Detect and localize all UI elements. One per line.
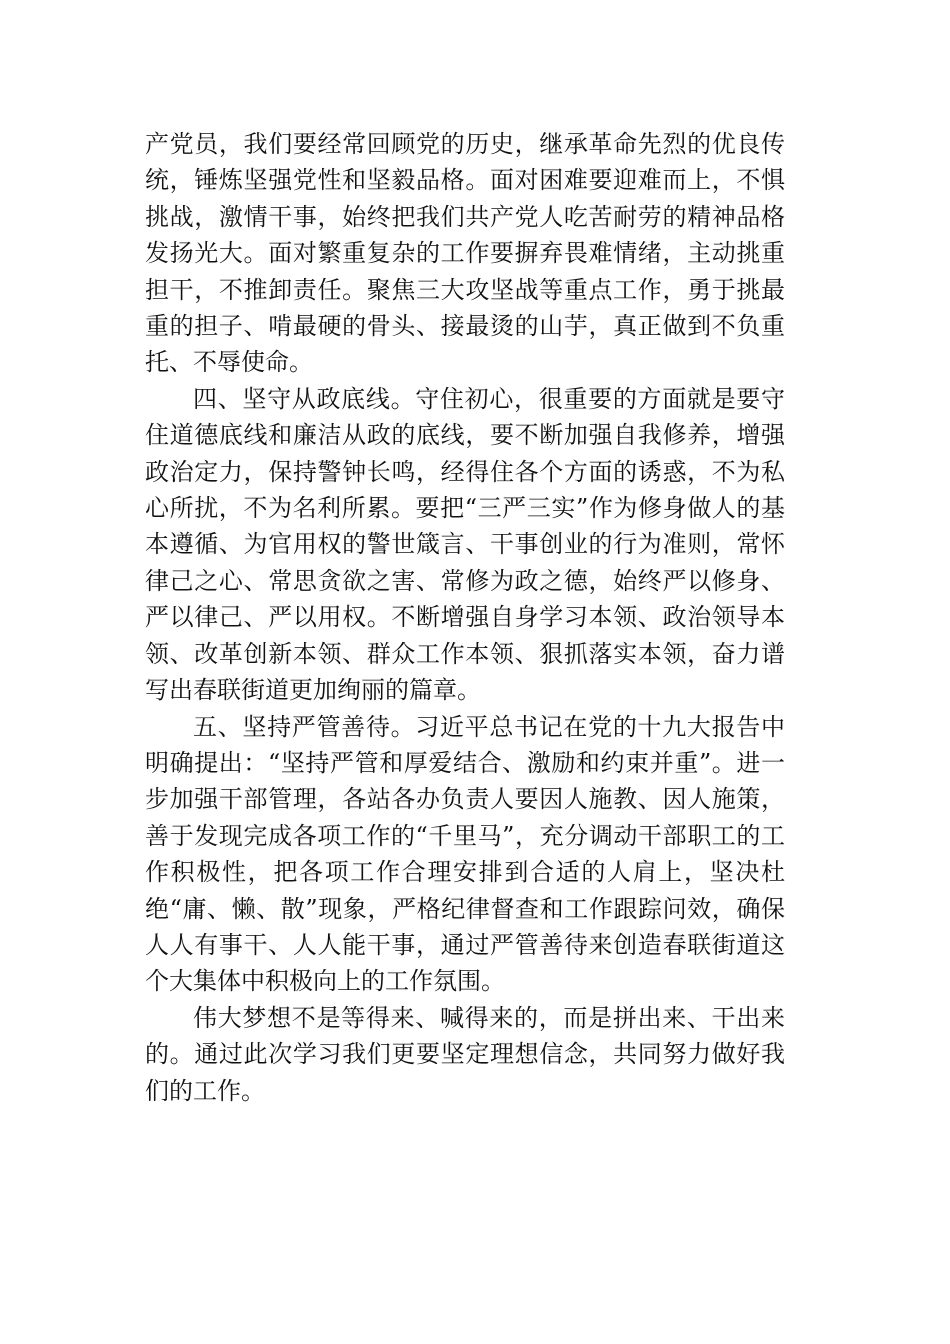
paragraph-section-five: 五、坚持严管善待。习近平总书记在党的十九大报告中明确提出：“坚持严管和厚爱结合、激励和约束并重”。进一步加强干部管理，各站各办负责人要因人施教、因人施策，善于发现完成各项工作的“千里马”，充分调动干部职工的工作积极性，把各项工作合理安排到合适的人肩上，坚决杜绝“庸、懒、散”现象，严格纪律督查和工作跟踪问效，确保人人有事干、人人能干事，通过严管善待来创造春联街道这个大集体中积极向上的工作氛围。	[145, 712, 785, 996]
paragraph-conclusion: 伟大梦想不是等得来、喊得来的，而是拼出来、干出来的。通过此次学习我们更要坚定理想信念，共同努力做好我们的工作。	[145, 1003, 785, 1105]
paragraph-section-four: 四、坚守从政底线。守住初心，很重要的方面就是要守住道德底线和廉洁从政的底线，要不断加强自我修养，增强政治定力，保持警钟长鸣，经得住各个方面的诱惑，不为私心所扰，不为名利所累。要把“三严三实”作为修身做人的基本遵循、为官用权的警世箴言、干事创业的行为准则，常怀律己之心、常思贪欲之害、常修为政之德，始终严以修身、严以律己、严以用权。不断增强自身学习本领、政治领导本领、改革创新本领、群众工作本领、狠抓落实本领，奋力谱写出春联街道更加绚丽的篇章。	[145, 384, 785, 705]
paragraph-continuation: 产党员，我们要经常回顾党的历史，继承革命先烈的优良传统，锤炼坚强党性和坚毅品格。面对困难要迎难而上，不惧挑战，激情干事，始终把我们共产党人吃苦耐劳的精神品格发扬光大。面对繁重复杂的工作要摒弃畏难情绪，主动挑重担干，不推卸责任。聚焦三大攻坚战等重点工作，勇于挑最重的担子、啃最硬的骨头、接最烫的山芋，真正做到不负重托、不辱使命。	[145, 130, 785, 377]
document-body	[145, 126, 785, 1109]
